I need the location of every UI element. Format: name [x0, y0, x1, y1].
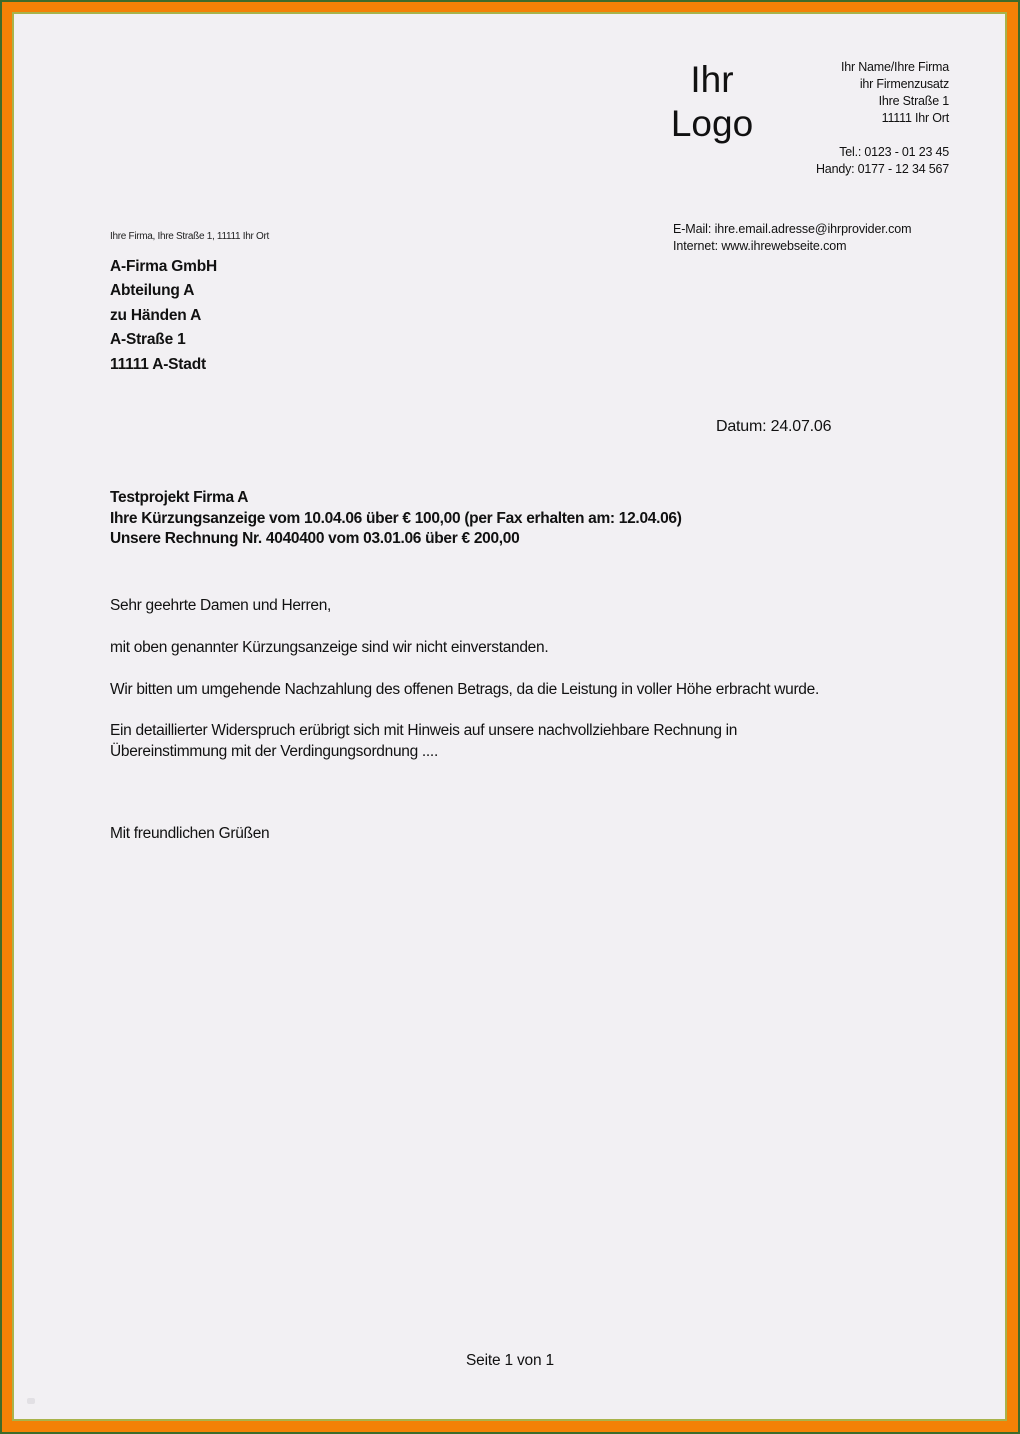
- recipient-address-block: [110, 255, 217, 377]
- body-paragraph-2: Wir bitten um umgehende Nachzahlung des offenen Betrags, da die Leistung in voller Höhe erbracht wurde.: [110, 681, 819, 698]
- sender-street: Ihre Straße 1: [878, 94, 949, 108]
- recipient-company: A-Firma GmbH: [110, 258, 217, 275]
- sender-address-block: [816, 59, 949, 178]
- recipient-department: Abteilung A: [110, 282, 195, 300]
- recipient-street: A-Straße 1: [110, 331, 186, 349]
- sender-phone: Tel.: 0123 - 01 23 45: [839, 145, 949, 159]
- logo-line-2: Logo: [670, 103, 754, 144]
- body-paragraph-1: mit oben genannter Kürzungsanzeige sind wir nicht einverstanden.: [110, 639, 549, 656]
- subject-block: [110, 488, 682, 550]
- sender-email: E-Mail: ihre.email.adresse@ihrprovider.com: [673, 222, 912, 236]
- body-paragraph-3-line-1: Ein detaillierter Widerspruch erübrigt sich mit Hinweis auf unsere nachvollziehbare Rechnung in: [110, 722, 738, 739]
- logo-line-1: Ihr: [690, 59, 734, 100]
- logo-placeholder: [656, 58, 768, 146]
- salutation: Sehr geehrte Damen und Herren,: [110, 597, 332, 614]
- sender-addition: ihr Firmenzusatz: [859, 77, 949, 91]
- sender-spacer: [816, 127, 949, 144]
- closing-phrase: Mit freundlichen Grüßen: [110, 825, 270, 842]
- subject-line-project: Testprojekt Firma A: [110, 489, 249, 506]
- sender-mobile: Handy: 0177 - 12 34 567: [815, 162, 949, 176]
- sender-website: Internet: www.ihrewebseite.com: [673, 239, 847, 253]
- sender-contact-block: [673, 221, 911, 255]
- subject-line-reduction-notice: Ihre Kürzungsanzeige vom 10.04.06 über € 100,00 (per Fax erhalten am: 12.04.06): [110, 509, 682, 527]
- body-paragraph-3-line-2: Übereinstimmung mit der Verdingungsordnung ....: [110, 743, 438, 760]
- scan-artifact-mark: [27, 1398, 35, 1404]
- sender-city: 11111 Ihr Ort: [881, 111, 949, 125]
- subject-line-invoice: Unsere Rechnung Nr. 4040400 vom 03.01.06 über € 200,00: [110, 530, 520, 547]
- return-address-line: Ihre Firma, Ihre Straße 1, 11111 Ihr Ort: [110, 231, 269, 242]
- recipient-attention: zu Händen A: [110, 306, 202, 324]
- letter-date: Datum: 24.07.06: [716, 418, 832, 435]
- sender-name: Ihr Name/Ihre Firma: [840, 60, 949, 74]
- recipient-city: 11111 A-Stadt: [110, 355, 206, 373]
- page-number-footer: Seite 1 von 1: [466, 1352, 554, 1369]
